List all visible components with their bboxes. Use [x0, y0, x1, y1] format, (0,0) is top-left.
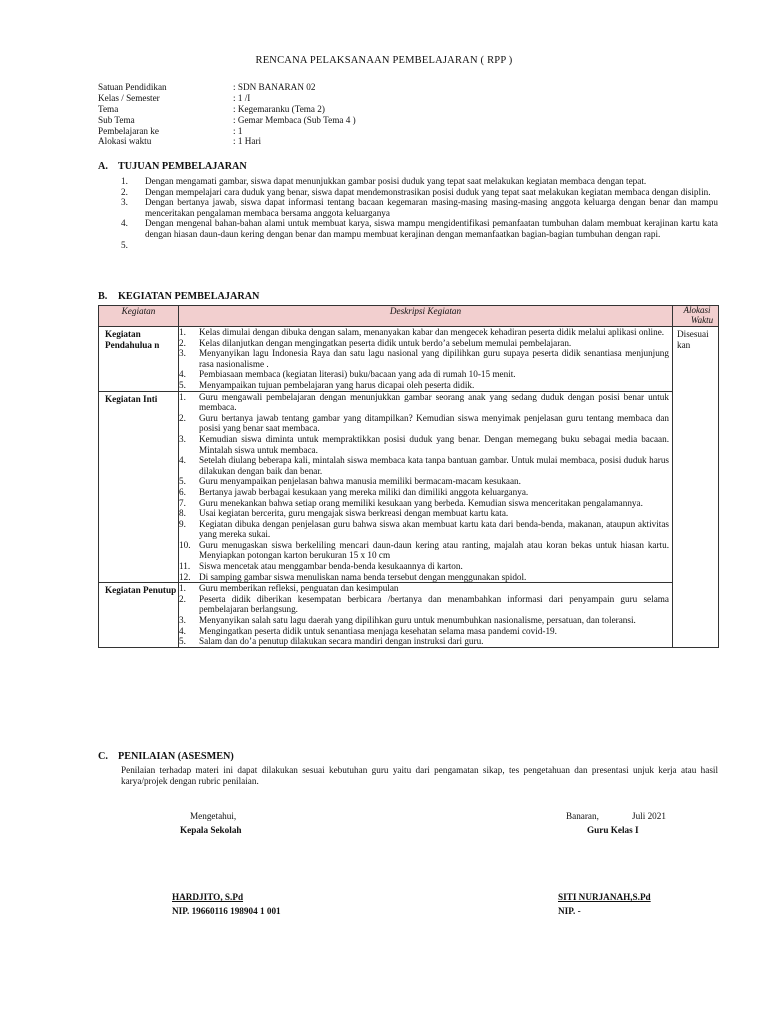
header-alokasi-line1: Alokasi — [683, 305, 711, 315]
item-number: 4. — [121, 218, 128, 229]
item-number: 1. — [179, 391, 186, 402]
item-number: 4. — [179, 625, 186, 636]
list-item — [179, 455, 672, 476]
list-item — [179, 476, 672, 487]
signature-right-date: Juli 2021 — [632, 811, 666, 821]
item-number: 2. — [121, 186, 128, 197]
item-number: 6. — [179, 486, 186, 497]
item-number: 1. — [179, 583, 186, 594]
list-item — [179, 369, 672, 380]
item-text: Mengingatkan peserta didik untuk senantiasa menjaga kesehatan selama masa pandemi covid-19. — [199, 625, 557, 636]
list-item — [121, 240, 718, 251]
list-item — [121, 176, 718, 187]
signature-left-role: Kepala Sekolah — [180, 825, 242, 835]
signature-left-nip: NIP. 19660116 198904 1 001 — [172, 906, 281, 916]
item-number: 2. — [179, 593, 186, 604]
section-letter: A. — [98, 161, 108, 172]
list-item — [121, 218, 718, 239]
identity-row — [98, 82, 356, 93]
item-number: 5. — [179, 636, 186, 647]
item-number: 8. — [179, 508, 186, 519]
section-b-heading — [98, 292, 259, 303]
item-number: 1. — [179, 327, 186, 337]
identity-value: : 1 Hari — [233, 136, 262, 147]
identity-key: Satuan Pendidikan — [98, 82, 167, 92]
list-item — [179, 380, 672, 391]
item-number: 12. — [179, 571, 191, 582]
identity-key: Sub Tema — [98, 114, 135, 125]
list-item — [179, 561, 672, 572]
assessment-text: Penilaian terhadap materi ini dapat dilakukan sesuai kebutuhan guru yaitu dari pengamatan sikap, tes pengetahuan dan presentasi unjuk kerja atau hasil karya/projek dengan rubric penilaian. — [121, 765, 718, 786]
list-item — [179, 413, 672, 434]
item-text: Bertanya jawab berbagai kesukaan yang mereka miliki dan dimiliki anggota keluarganya. — [199, 486, 529, 497]
item-text: Pembiasaan membaca (kegiatan literasi) buku/bacaan yang ada di rumah 10-15 menit. — [199, 369, 516, 380]
penutup-description — [179, 583, 673, 648]
item-number: 11. — [179, 561, 191, 572]
identity-key: Pembelajaran ke — [98, 125, 159, 136]
inti-description — [179, 391, 673, 583]
signature-right-role: Guru Kelas I — [587, 825, 639, 835]
item-text: Kelas dilanjutkan dengan mengingatkan peserta didik untuk berdo’a sebelum memulai pembelajaran. — [199, 337, 572, 348]
item-text: Kegiatan dibuka dengan penjelasan guru bahwa siswa akan membuat kartu kata dari benda-benda, makanan, ataupun aktivitas yang mereka sukai. — [199, 518, 669, 540]
item-number: 1. — [121, 176, 128, 186]
list-item — [179, 583, 672, 594]
identity-row — [98, 104, 356, 115]
item-number: 7. — [179, 497, 186, 508]
signature-left-heading: Mengetahui, — [190, 811, 237, 821]
list-item — [179, 487, 672, 498]
objectives-list — [121, 176, 718, 250]
item-text: Dengan mempelajari cara duduk yang benar, siswa dapat mendemonstrasikan posisi duduk yang tepat saat melakukan kegiatan membaca dengan disiplin. — [145, 186, 711, 197]
item-text: Guru mengawali pembelajaran dengan menunjukkan gambar seorang anak yang sedang duduk dengan posisi benar untuk membaca. — [199, 391, 669, 413]
item-text: Kelas dimulai dengan dibuka dengan salam, menanyakan kabar dan mengecek kehadiran peserta didik melalui aplikasi online. — [199, 327, 665, 337]
item-number: 4. — [179, 455, 186, 466]
section-title: KEGIATAN PEMBELAJARAN — [118, 291, 260, 302]
item-number: 2. — [179, 337, 186, 348]
identity-key: Tema — [98, 103, 119, 114]
item-text: Guru menekankan bahwa setiap orang memiliki kesukaan yang berbeda. Kemudian siswa menceritakan pengalamannya. — [199, 497, 643, 508]
identity-row — [98, 115, 356, 126]
table-row — [99, 327, 719, 392]
table-row — [99, 583, 719, 648]
list-item — [179, 626, 672, 637]
document-title: RENCANA PELAKSANAAN PEMBELAJARAN ( RPP ) — [255, 55, 513, 66]
item-text: Guru memberikan refleksi, penguatan dan kesimpulan — [199, 583, 399, 594]
kegiatan-inti-label: Kegiatan Inti — [99, 391, 179, 583]
item-text: Kemudian siswa diminta untuk mempraktikkan posisi duduk yang benar. Dengan memegang buku sebagai media bacaan. Mintalah siswa untuk membaca. — [199, 433, 669, 455]
list-item — [179, 636, 672, 647]
item-number: 3. — [179, 348, 186, 359]
section-a-heading — [98, 162, 247, 173]
identity-row — [98, 93, 356, 104]
item-text: Setelah diulang beberapa kali, mintalah siswa membaca kata tanpa bantuan gambar. Untuk mulai membaca, posisi duduk harus dilakukan dengan baik dan benar. — [199, 455, 669, 476]
list-item — [179, 594, 672, 615]
list-item — [121, 187, 718, 198]
header-alokasi — [673, 306, 719, 327]
item-number: 3. — [121, 197, 128, 208]
alokasi-cell: Disesuai kan — [673, 327, 719, 648]
item-text: Menyanyikan lagu Indonesia Raya dan satu lagu nasional yang dipilihkan guru supaya peserta didik senantiasa menjunjung rasa nasionalisme . — [199, 348, 669, 369]
list-item — [179, 572, 672, 583]
list-item — [179, 498, 672, 509]
section-letter: C. — [98, 751, 108, 762]
identity-value: : Gemar Membaca (Sub Tema 4 ) — [233, 114, 356, 125]
activities-table — [98, 305, 719, 648]
identity-row — [98, 126, 356, 137]
item-text: Salam dan do’a penutup dilakukan secara mandiri dengan instruksi dari guru. — [199, 636, 484, 647]
identity-block — [98, 82, 356, 147]
section-title: TUJUAN PEMBELAJARAN — [118, 161, 247, 172]
item-text: Guru bertanya jawab tentang gambar yang ditampilkan? Kemudian siswa menyimak penjelasan guru tentang membaca dan posisi yang benar saat membaca. — [199, 412, 669, 434]
item-text — [145, 240, 718, 251]
kegiatan-pendahuluan-label: Kegiatan Pendahulua n — [99, 327, 179, 392]
list-item — [121, 197, 718, 218]
header-deskripsi: Deskripsi Kegiatan — [179, 306, 673, 327]
list-item — [179, 615, 672, 626]
item-text: Menyanyikan salah satu lagu daerah yang dipilihkan guru untuk menumbuhkan nasionalisme, persatuan, dan toleransi. — [199, 615, 636, 626]
item-text: Menyampaikan tujuan pembelajaran yang harus dicapai oleh peserta didik. — [199, 379, 475, 390]
section-letter: B. — [98, 291, 108, 302]
identity-value: : 1 — [233, 125, 243, 136]
item-text: Guru menyampaikan penjelasan bahwa manusia memiliki bermacam-macam kesukaan. — [199, 476, 521, 487]
item-text: Usai kegiatan bercerita, guru mengajak siswa berkreasi dengan membuat kartu kata. — [199, 508, 509, 519]
item-text: Dengan bertanya jawab, siswa dapat informasi tentang bacaan kegemaran masing-masing masing-masing anggota keluarga dengan benar dan mampu menceritakan pengalaman membaca bersama anggota keluarganya — [145, 197, 718, 218]
identity-key: Kelas / Semester — [98, 92, 160, 103]
item-number: 4. — [179, 369, 186, 380]
item-text: Dengan mengenal bahan-bahan alami untuk membuat karya, siswa mampu mengidentifikasi pemanfaatan tumbuhan dalam membuat kerajinan kartu kata dengan hiasan daun-daun kering dengan benar dan mampu membuat kerajinan dengan memanfaatkan bagian-bagian tumbuhan dengan rapi. — [145, 218, 718, 239]
list-item — [179, 348, 672, 369]
list-item — [179, 434, 672, 455]
identity-value: : 1 /I — [233, 92, 251, 103]
item-text: Guru menugaskan siswa berkeliling mencari daun-daun kering atau ranting, majalah atau koran bekas untuk hiasan kartu. Menyiapkan potongan karton berukuran 15 x 10 cm — [199, 539, 669, 561]
identity-key: Alokasi waktu — [98, 136, 152, 147]
item-number: 5. — [121, 239, 128, 250]
item-number: 2. — [179, 412, 186, 423]
item-number: 5. — [179, 476, 186, 487]
item-number: 10. — [179, 539, 191, 550]
item-number: 3. — [179, 615, 186, 626]
item-text: Siswa mencetak atau menggambar benda-benda kesukaannya di karton. — [199, 561, 463, 572]
pendahuluan-description — [179, 327, 673, 392]
item-text: Di samping gambar siswa menuliskan nama benda tersebut dengan menggunakan spidol. — [199, 571, 527, 582]
header-alokasi-line2: Waktu — [690, 315, 714, 325]
header-kegiatan: Kegiatan — [99, 306, 179, 327]
list-item — [179, 338, 672, 349]
kegiatan-penutup-label: Kegiatan Penutup — [99, 583, 179, 648]
list-item — [179, 327, 672, 338]
signature-right-nip: NIP. - — [558, 906, 581, 916]
signature-right-name: SITI NURJANAH,S.Pd — [558, 892, 651, 902]
table-header-row — [99, 306, 719, 327]
table-row — [99, 391, 719, 583]
list-item — [179, 392, 672, 413]
item-number: 3. — [179, 433, 186, 444]
identity-value: : SDN BANARAN 02 — [233, 82, 316, 92]
list-item — [179, 519, 672, 540]
item-text: Dengan mengamati gambar, siswa dapat menunjukkan gambar posisi duduk yang tepat saat melakukan kegiatan membaca dengan tepat. — [145, 176, 647, 186]
identity-value: : Kegemaranku (Tema 2) — [233, 103, 325, 114]
item-number: 5. — [179, 379, 186, 390]
item-text: Peserta didik diberikan kesempatan berbicara /bertanya dan menambahkan informasi dari penyampain guru selama pembelajaran berlangsung. — [199, 593, 669, 615]
section-c-heading — [98, 752, 234, 763]
section-title: PENILAIAN (ASESMEN) — [118, 751, 234, 762]
identity-row — [98, 136, 356, 147]
item-number: 9. — [179, 518, 186, 529]
signature-right-place: Banaran, — [566, 811, 599, 821]
list-item — [179, 508, 672, 519]
signature-left-name: HARDJITO, S.Pd — [172, 892, 244, 902]
list-item — [179, 540, 672, 561]
